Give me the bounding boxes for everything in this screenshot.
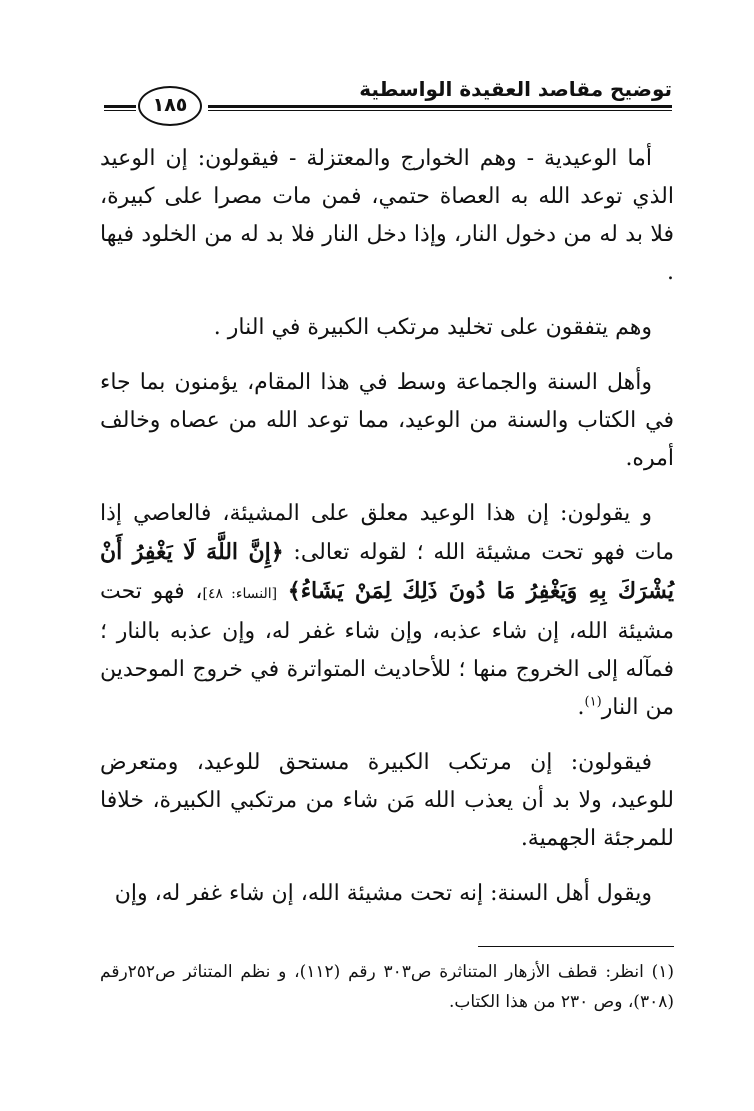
main-text bbox=[100, 140, 674, 930]
paragraph-text: فيقولون: إن مرتكب الكبيرة مستحق للوعيد، ومتعرض للوعيد، ولا بد أن يعذب الله مَن شاء من مرتكبي الكبيرة، خلافا للمرجئة الجهمية. bbox=[100, 750, 674, 851]
quran-verse: ﴿إِنَّ اللَّهَ لَا يَغْفِرُ أَنْ يُشْرَكَ بِهِ وَيَغْفِرُ مَا دُونَ ذَلِكَ لِمَنْ يَشَاءُ﴾ bbox=[100, 539, 674, 604]
footnote-text: انظر: قطف الأزهار المتناثرة ص٣٠٣ رقم (١١٢)، و نظم المتناثر ص٢٥٢رقم (٣٠٨)، وص ٢٣٠ من هذا الكتاب. bbox=[100, 962, 674, 1012]
paragraph-text: وهم يتفقون على تخليد مرتكب الكبيرة في النار . bbox=[213, 315, 652, 340]
header-rule-thin bbox=[208, 110, 672, 111]
page-number: ١٨٥ bbox=[138, 86, 202, 126]
footnote-marker: (١) bbox=[584, 694, 602, 710]
paragraph-6 bbox=[100, 875, 674, 913]
verse-reference: [النساء: ٤٨] bbox=[202, 586, 278, 602]
paragraph-2 bbox=[100, 309, 674, 347]
header-rule-left-thin bbox=[104, 110, 136, 111]
paragraph-4 bbox=[100, 495, 674, 727]
paragraph-text: أما الوعيدية - وهم الخوارج والمعتزلة - فيقولون: إن الوعيد الذي توعد الله به العصاة حتمي، فمن مات مصرا على كبيرة، فلا بد له من دخول النار، وإذا دخل النار فلا بد له من الخلود فيها . bbox=[100, 146, 674, 285]
running-title: توضيح مقاصد العقيدة الواسطية bbox=[359, 77, 672, 101]
footnote-number: (١) bbox=[651, 962, 675, 982]
paragraph-text: و يقولون: إن هذا الوعيد معلق على المشيئة، فالعاصي إذا مات فهو تحت مشيئة الله ؛ لقوله تعالى: bbox=[100, 501, 674, 565]
header-rule bbox=[208, 105, 672, 108]
paragraph-end: . bbox=[577, 695, 585, 720]
paragraph-1 bbox=[100, 140, 674, 292]
paragraph-text: ويقول أهل السنة: إنه تحت مشيئة الله، إن شاء غفر له، وإن bbox=[114, 881, 652, 906]
footnotes bbox=[100, 957, 674, 1017]
footnote-1 bbox=[100, 957, 674, 1017]
paragraph-text: ، فهو تحت مشيئة الله، إن شاء عذبه، وإن شاء غفر له، وإن عذبه بالنار ؛ فمآله إلى الخروج منها ؛ للأحاديث المتواترة في خروج الموحدين من النار bbox=[100, 579, 674, 720]
paragraph-3 bbox=[100, 364, 674, 478]
footnote-separator bbox=[478, 946, 674, 947]
paragraph-text: وأهل السنة والجماعة وسط في هذا المقام، يؤمنون بما جاء في الكتاب والسنة من الوعيد، مما توعد الله من عصاه وخالف أمره. bbox=[100, 370, 674, 471]
page-header bbox=[104, 70, 672, 122]
header-rule-left bbox=[104, 105, 136, 108]
paragraph-5 bbox=[100, 744, 674, 858]
